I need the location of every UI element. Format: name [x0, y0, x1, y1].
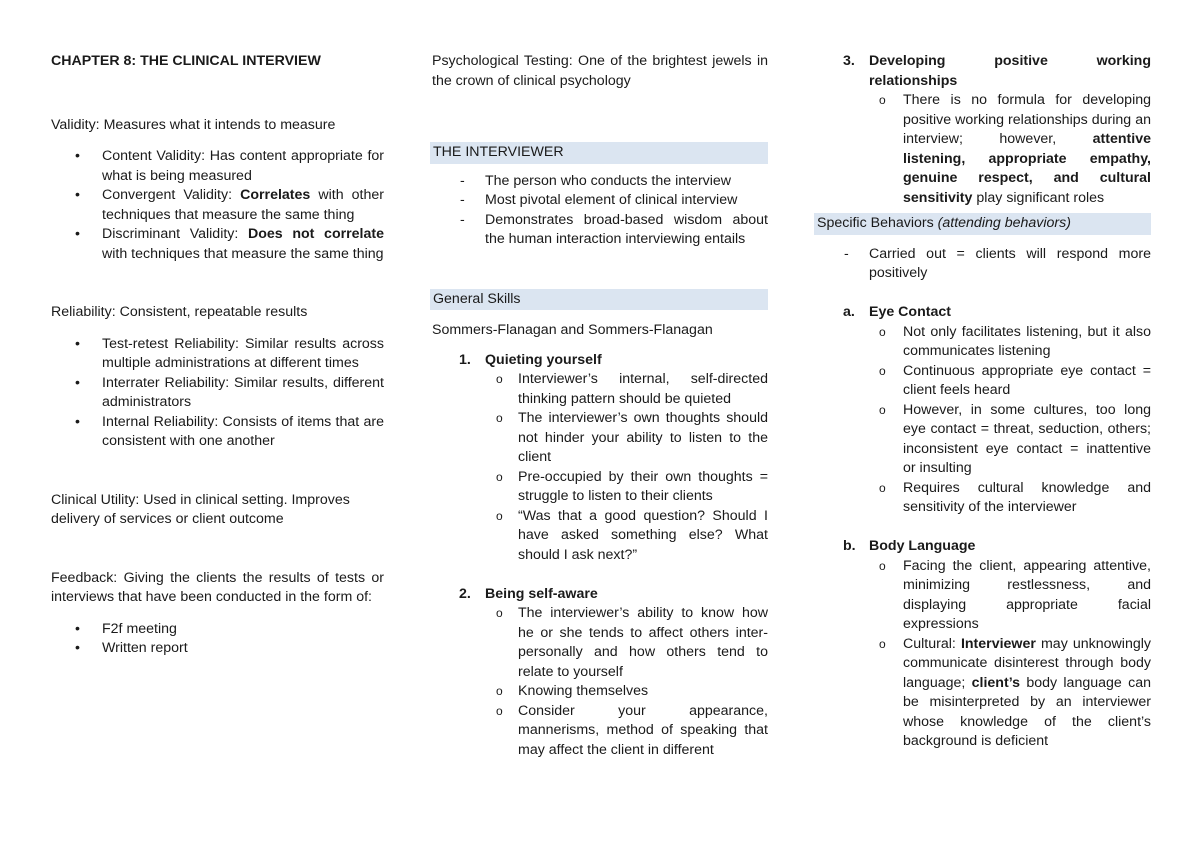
list-item: • Discriminant Validity: Does not correlate with techniques that measure the same thing	[51, 225, 384, 264]
list-item: o Continuous appropriate eye contact = client feels heard	[816, 362, 1151, 401]
list-item: o Knowing themselves	[432, 682, 768, 702]
feedback-list	[51, 620, 384, 659]
skill-2-heading: 2. Being self-aware	[459, 585, 598, 602]
list-item: o Not only facilitates listening, but it also communicates listening	[816, 323, 1151, 362]
list-item: o “Was that a good question? Should I have asked something else? What should I ask next?”	[432, 507, 768, 566]
eye-contact-list	[816, 323, 1151, 518]
reliability-intro: Reliability: Consistent, repeatable results	[51, 304, 308, 320]
column-3	[816, 52, 1151, 752]
list-item: o However, in some cultures, too long eye contact = threat, seduction, others; inconsistent eye contact = inattentive or insulting	[816, 401, 1151, 479]
list-item: o Cultural: Interviewer may unknowingly communicate disinterest through body language; client’s body language can be misinterpreted by an interviewer whose knowledge of the client’s background is deficient	[816, 635, 1151, 752]
list-item: - The person who conducts the interview	[432, 172, 768, 192]
testing-quote: Psychological Testing: One of the brightest jewels in the crown of clinical psychology	[432, 53, 768, 89]
list-item: • F2f meeting	[51, 620, 384, 640]
list-item: • Internal Reliability: Consists of items that are consistent with one another	[51, 413, 384, 452]
validity-list	[51, 147, 384, 264]
body-language-list	[816, 557, 1151, 752]
list-item: o The interviewer’s own thoughts should not hinder your ability to listen to the client	[432, 409, 768, 468]
list-item: o Requires cultural knowledge and sensitivity of the interviewer	[816, 479, 1151, 518]
list-item: o Interviewer’s internal, self-directed thinking pattern should be quieted	[432, 370, 768, 409]
list-item: - Demonstrates broad-based wisdom about the human interaction interviewing entails	[432, 211, 768, 250]
list-item: • Convergent Validity: Correlates with other techniques that measure the same thing	[51, 186, 384, 225]
skill-3-list	[816, 91, 1151, 208]
skill-3-heading: 3. Developing positive working relationships	[843, 53, 1151, 89]
skill-1-list	[432, 370, 768, 565]
feedback-intro: Feedback: Giving the clients the results of tests or interviews that have been conducted in the form of:	[51, 569, 384, 605]
chapter-title: CHAPTER 8: THE CLINICAL INTERVIEW	[51, 53, 321, 69]
eye-contact-heading: a. Eye Contact	[843, 304, 951, 320]
validity-intro: Validity: Measures what it intends to measure	[51, 116, 336, 133]
body-language-heading: b. Body Language	[843, 538, 976, 554]
section-header-general-skills: General Skills	[430, 289, 768, 311]
column-2	[432, 52, 768, 760]
list-item: - Carried out = clients will respond more positively	[816, 245, 1151, 284]
skill-2-list	[432, 604, 768, 760]
section-header-specific-behaviors: Specific Behaviors (attending behaviors)	[814, 213, 1151, 235]
list-item: o Facing the client, appearing attentive, minimizing restlessness, and displaying appropriate facial expressions	[816, 557, 1151, 635]
section-header-interviewer: THE INTERVIEWER	[430, 142, 768, 164]
list-item: • Interrater Reliability: Similar results, different administrators	[51, 374, 384, 413]
list-item: • Test-retest Reliability: Similar results across multiple administrations at different times	[51, 335, 384, 374]
behaviors-list	[816, 245, 1151, 284]
reliability-list	[51, 335, 384, 452]
authors: Sommers-Flanagan and Sommers-Flanagan	[432, 322, 713, 338]
clinical-utility: Clinical Utility: Used in clinical setting. Improves delivery of services or client outcome	[51, 491, 350, 527]
column-1	[51, 52, 384, 659]
list-item: o There is no formula for developing positive working relationships during an interview; however, attentive listening, appropriate empathy, genuine respect, and cultural sensitivity play significant roles	[816, 91, 1151, 208]
list-item: o Pre-occupied by their own thoughts = struggle to listen to their clients	[432, 468, 768, 507]
list-item: • Content Validity: Has content appropriate for what is being measured	[51, 147, 384, 186]
interviewer-list	[432, 172, 768, 250]
list-item: - Most pivotal element of clinical interview	[432, 191, 768, 211]
list-item: o The interviewer’s ability to know how he or she tends to affect others inter-personally and how others tend to relate to yourself	[432, 604, 768, 682]
skill-1-heading: 1. Quieting yourself	[459, 351, 602, 368]
list-item: • Written report	[51, 639, 384, 659]
list-item: o Consider your appearance, mannerisms, method of speaking that may affect the client in different	[432, 702, 768, 761]
